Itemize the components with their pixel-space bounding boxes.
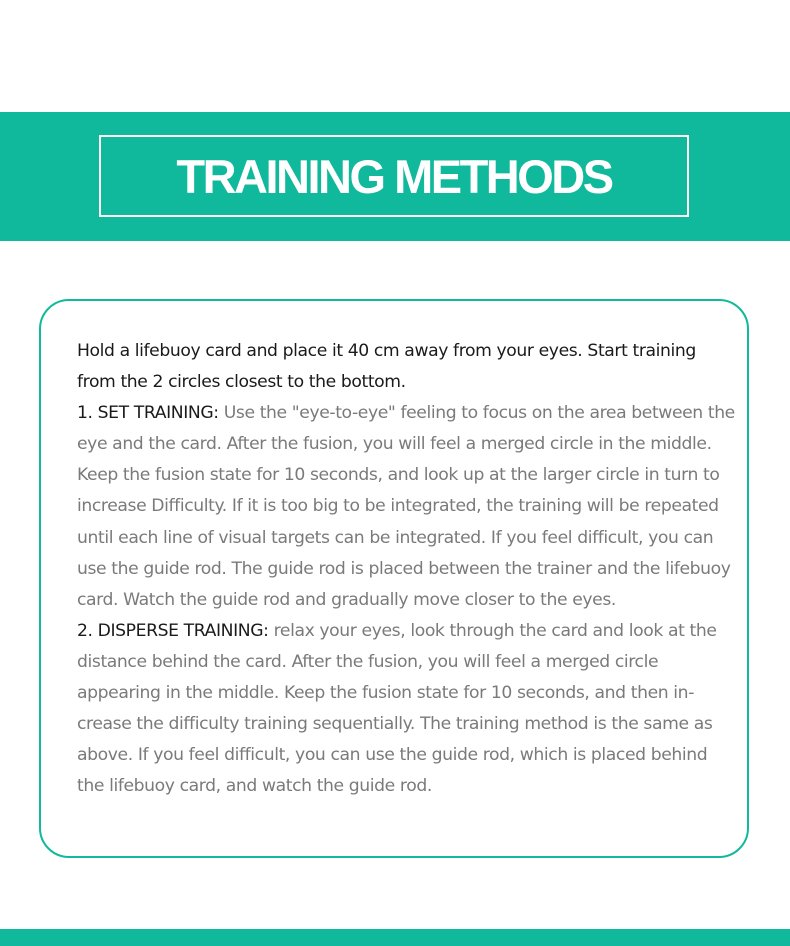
disperse-training-label: 2. DISPERSE TRAINING: [77,620,269,641]
intro-paragraph: Hold a lifebuoy card and place it 40 cm away from your eyes. Start training from the 2 circles closest to the bottom. [77,341,696,393]
instructions-text [77,336,737,802]
footer-band [0,929,790,946]
set-training-label: 1. SET TRAINING: [77,403,219,424]
page-title: TRAINING METHODS [176,149,612,203]
set-training-text: Use the "eye-to-eye" feeling to focus on the area between the eye and the card. After the fusion, you will feel a merged circle in the middle. Keep the fusion state for 10 seconds, and look up at the larger circle in turn to increase Difficulty. If it is too big to be integrated, the training will be repeated until each line of visual targets can be integrated. If you feel difficult, you can use the guide rod. The guide rod is placed between the trainer and the lifebuoy card. Watch the guide rod and gradually move closer to the eyes. [77,403,735,610]
instructions-card [39,299,749,858]
header-band [0,112,790,241]
disperse-training-text: relax your eyes, look through the card and look at the distance behind the card. After the fusion, you will feel a merged circle appearing in the middle. Keep the fusion state for 10 seconds, and then increase the difficulty training sequentially. The training method is the same as above. If you feel difficult, you can use the guide rod, which is placed behind the lifebuoy card, and watch the guide rod. [77,620,717,797]
title-frame [99,135,689,217]
set-training-paragraph [77,398,737,616]
disperse-training-paragraph [77,616,737,803]
